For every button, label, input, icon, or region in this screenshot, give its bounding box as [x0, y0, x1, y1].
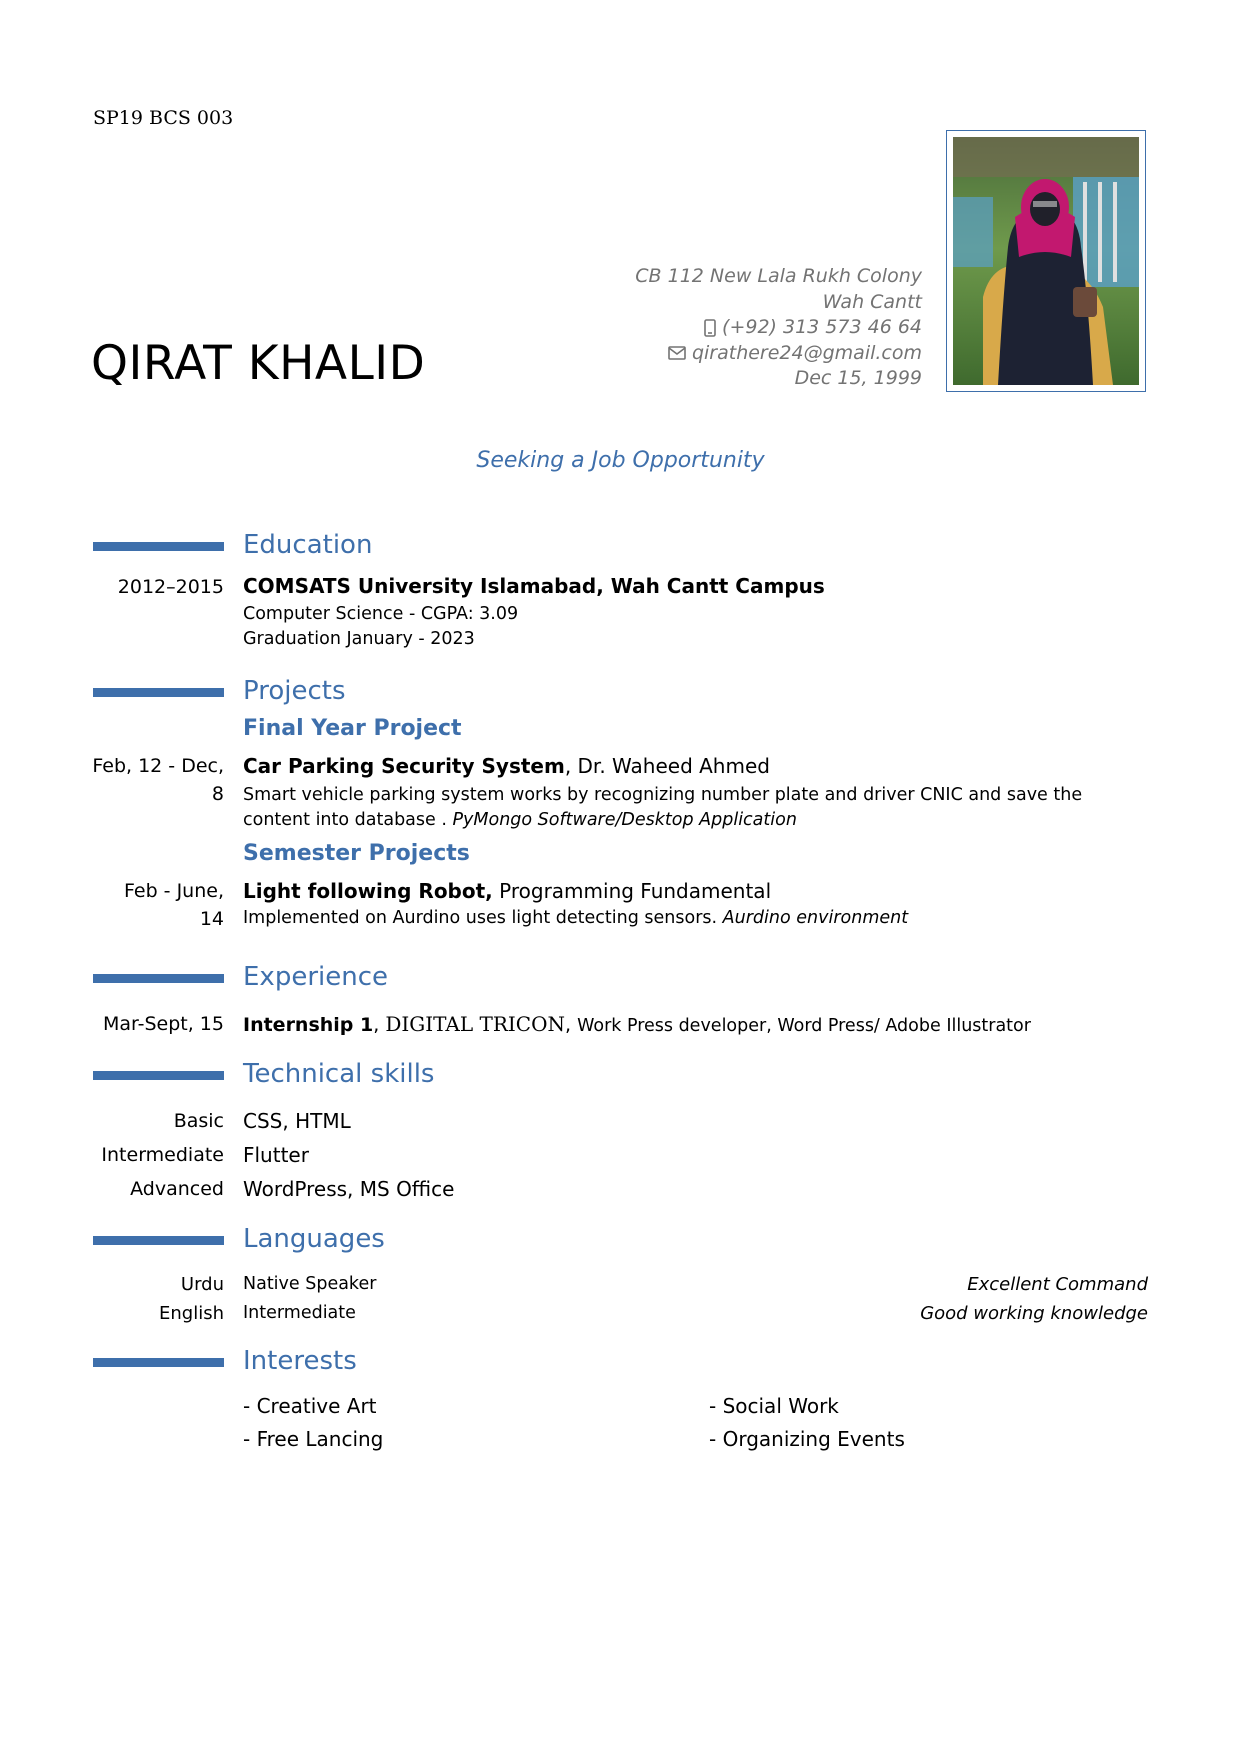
fyp-date-line-2: 8	[211, 783, 224, 805]
education-degree: Computer Science - CGPA: 3.09	[243, 604, 519, 624]
subsection-semester-projects: Semester Projects	[243, 841, 470, 866]
semester-course: Programming Fundamental	[499, 879, 772, 903]
skill-level: Intermediate	[101, 1144, 224, 1166]
profile-photo-image	[953, 137, 1139, 385]
language-comment: Excellent Command	[967, 1274, 1148, 1295]
fyp-supervisor: Dr. Waheed Ahmed	[577, 754, 770, 778]
section-title-skills: Technical skills	[243, 1059, 435, 1089]
person-name: QIRAT KHALID	[91, 336, 426, 391]
experience-entry: Internship 1, DIGITAL TRICON, Work Press developer, Word Press/ Adobe Illustrator	[243, 1012, 1031, 1036]
section-bar-projects	[93, 688, 224, 697]
fyp-description: Smart vehicle parking system works by recognizing number plate and driver CNIC and save the content into database .	[243, 785, 1083, 830]
section-title-experience: Experience	[243, 962, 388, 992]
fyp-description-block	[243, 783, 1148, 833]
experience-role: Internship 1	[243, 1014, 374, 1036]
phone-number[interactable]: (+92) 313 573 46 64	[722, 316, 922, 338]
skill-value: CSS, HTML	[243, 1109, 351, 1133]
semester-project-name: Light following Robot,	[243, 879, 493, 903]
envelope-icon	[668, 346, 686, 360]
section-title-interests: Interests	[243, 1346, 357, 1376]
semester-heading	[243, 879, 771, 903]
section-bar-languages	[93, 1236, 224, 1245]
skill-level: Advanced	[130, 1178, 224, 1200]
language-level: Intermediate	[243, 1303, 356, 1323]
education-institution: COMSATS University Islamabad, Wah Cantt Campus	[243, 574, 825, 598]
semester-tech: Aurdino environment	[722, 908, 909, 928]
interest-item: - Social Work	[709, 1394, 839, 1418]
fyp-tech: PyMongo Software/Desktop Application	[452, 810, 797, 830]
interest-item: - Organizing Events	[709, 1427, 905, 1451]
date-of-birth: Dec 15, 1999	[794, 367, 922, 389]
phone-row	[635, 315, 922, 341]
fyp-date-line-1: Feb, 12 - Dec,	[92, 755, 224, 777]
section-bar-experience	[93, 974, 224, 983]
language-comment: Good working knowledge	[920, 1303, 1148, 1324]
section-bar-skills	[93, 1071, 224, 1080]
fyp-heading: Car Parking Security System, Dr. Waheed Ahmed	[243, 754, 770, 778]
semester-date-line-1: Feb - June,	[124, 880, 224, 902]
language-name: English	[159, 1303, 224, 1324]
section-bar-interests	[93, 1358, 224, 1367]
subsection-final-year-project: Final Year Project	[243, 716, 462, 741]
experience-date: Mar-Sept, 15	[102, 1013, 224, 1035]
language-name: Urdu	[180, 1274, 224, 1295]
language-level: Native Speaker	[243, 1274, 377, 1294]
address-line-2: Wah Cantt	[822, 290, 922, 313]
semester-date-line-2: 14	[199, 908, 224, 930]
interest-item: - Free Lancing	[243, 1427, 384, 1451]
skill-level: Basic	[173, 1110, 224, 1132]
fyp-project-name: Car Parking Security System	[243, 754, 565, 778]
skill-value: Flutter	[243, 1143, 309, 1167]
mobile-phone-icon	[704, 319, 716, 337]
contact-block	[635, 264, 922, 392]
email-address[interactable]: qirathere24@gmail.com	[691, 341, 922, 364]
education-date: 2012–2015	[117, 576, 224, 598]
semester-description: Implemented on Aurdino uses light detecting sensors.	[243, 908, 718, 928]
section-title-projects: Projects	[243, 676, 346, 706]
email-row	[635, 341, 922, 367]
objective-quote: Seeking a Job Opportunity	[476, 448, 765, 473]
semester-description-block	[243, 908, 908, 928]
skill-value: WordPress, MS Office	[243, 1177, 455, 1201]
experience-detail: Work Press developer, Word Press/ Adobe Illustrator	[577, 1016, 1031, 1036]
interest-item: - Creative Art	[243, 1394, 377, 1418]
section-bar-education	[93, 542, 224, 551]
section-title-education: Education	[243, 530, 373, 560]
student-id: SP19 BCS 003	[93, 107, 234, 129]
address-line-1: CB 112 New Lala Rukh Colony	[635, 265, 922, 287]
education-graduation: Graduation January - 2023	[243, 629, 475, 649]
experience-company: DIGITAL TRICON	[385, 1012, 565, 1036]
section-title-languages: Languages	[243, 1224, 385, 1254]
profile-photo	[946, 130, 1146, 392]
